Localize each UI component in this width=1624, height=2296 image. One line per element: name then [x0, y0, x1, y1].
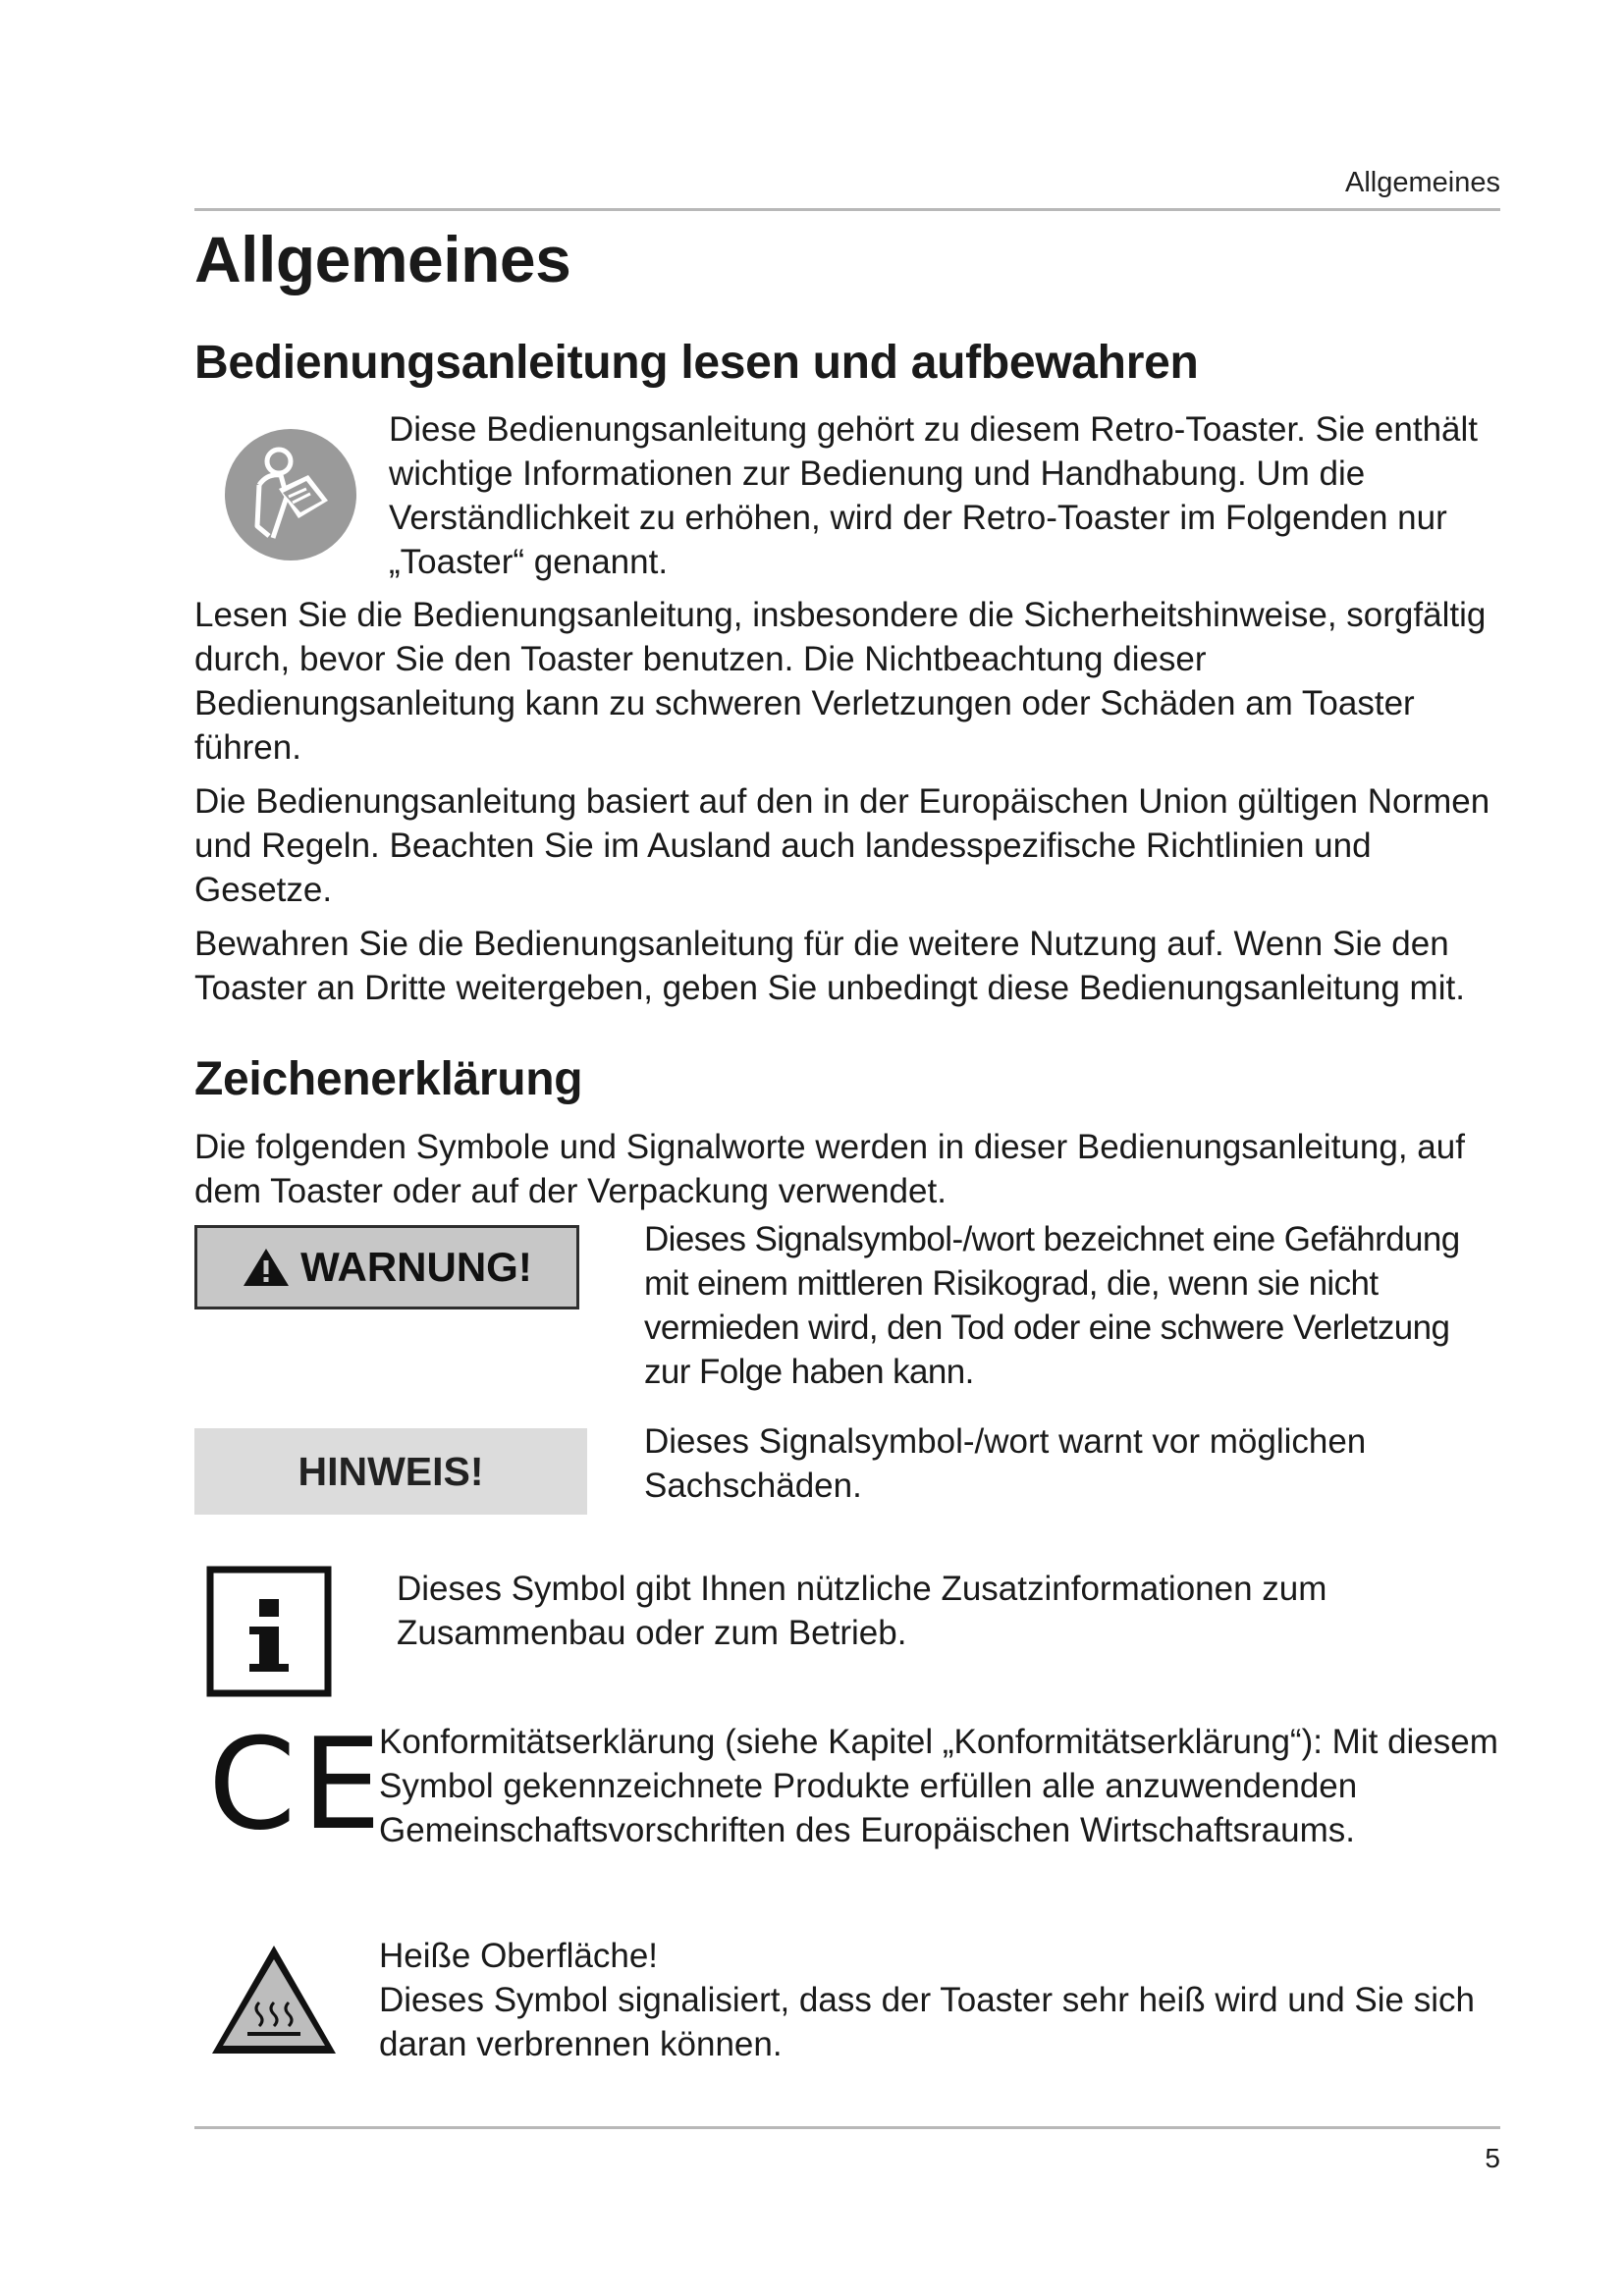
- manual-paragraph-3: Bewahren Sie die Bedienungsanleitung für die weitere Nutzung auf. Wenn Sie den Toaster an Dritte weitergeben, geben Sie unbedingt diese Bedienungsanleitung mit.: [194, 925, 1465, 1007]
- manual-paragraph-1: Lesen Sie die Bedienungsanleitung, insbesondere die Sicherheitshinweise, sorgfältig durch, bevor Sie den Toaster benutzen. Die Nichtbeachtung dieser Bedienungsanleitung kann zu schweren Verletzungen oder Schäden am Toaster führen.: [194, 596, 1487, 767]
- hot-surface-icon: [208, 1942, 340, 2057]
- running-title: Allgemeines: [1345, 167, 1500, 198]
- page-number: 5: [1485, 2143, 1500, 2173]
- manual-page: [194, 0, 1500, 2296]
- read-manual-icon: [224, 428, 357, 561]
- hint-description: Dieses Signalsymbol-/wort warnt vor möglichen Sachschäden.: [644, 1422, 1367, 1505]
- hint-label: HINWEIS!: [298, 1448, 484, 1494]
- ce-mark-text: CE: [208, 1712, 388, 1858]
- warning-badge: [194, 1225, 579, 1309]
- ce-mark-icon: [208, 1712, 388, 1858]
- manual-intro-text: Diese Bedienungsanleitung gehört zu diesem Retro-Toaster. Sie enthält wichtige Informationen zur Bedienung und Handhabung. Um die Verständlichkeit zu erhöhen, wird der Retro-Toaster im Folgenden nur „Toaster“ genannt.: [389, 410, 1479, 581]
- footer-rule: [194, 2126, 1500, 2129]
- manual-paragraph-2: Die Bedienungsanleitung basiert auf den in der Europäischen Union gültigen Normen und Regeln. Beachten Sie im Ausland auch landesspezifische Richtlinien und Gesetze.: [194, 782, 1490, 909]
- hint-badge: [194, 1428, 587, 1515]
- section-heading-symbols: Zeichenerklärung: [194, 1053, 583, 1105]
- warning-description: Dieses Signalsymbol-/wort bezeichnet eine Gefährdung mit einem mittleren Risikograd, die, wenn sie nicht vermieden wird, den Tod oder eine schwere Verletzung zur Folge haben kann.: [644, 1220, 1460, 1391]
- hot-surface-description: Dieses Symbol signalisiert, dass der Toaster sehr heiß wird und Sie sich daran verbrennen können.: [379, 1981, 1475, 2063]
- section-heading-manual: Bedienungsanleitung lesen und aufbewahren: [194, 337, 1199, 389]
- ce-description: Konformitätserklärung (siehe Kapitel „Konformitätserklärung“): Mit diesem Symbol gekennzeichnete Produkte erfüllen alle anzuwendenden Gemeinschaftsvorschriften des Europäischen Wirtschaftsraums.: [379, 1723, 1498, 1849]
- symbols-intro-text: Die folgenden Symbole und Signalworte werden in dieser Bedienungsanleitung, auf dem Toaster oder auf der Verpackung verwendet.: [194, 1128, 1465, 1210]
- info-icon: [206, 1566, 332, 1697]
- hot-surface-title: Heiße Oberfläche!: [379, 1937, 659, 1975]
- warning-label: WARNUNG!: [300, 1244, 532, 1290]
- page-title: Allgemeines: [194, 223, 571, 295]
- header-rule: [194, 208, 1500, 211]
- info-description: Dieses Symbol gibt Ihnen nützliche Zusatzinformationen zum Zusammenbau oder zum Betrieb.: [397, 1570, 1327, 1652]
- warning-triangle-icon: [242, 1247, 291, 1288]
